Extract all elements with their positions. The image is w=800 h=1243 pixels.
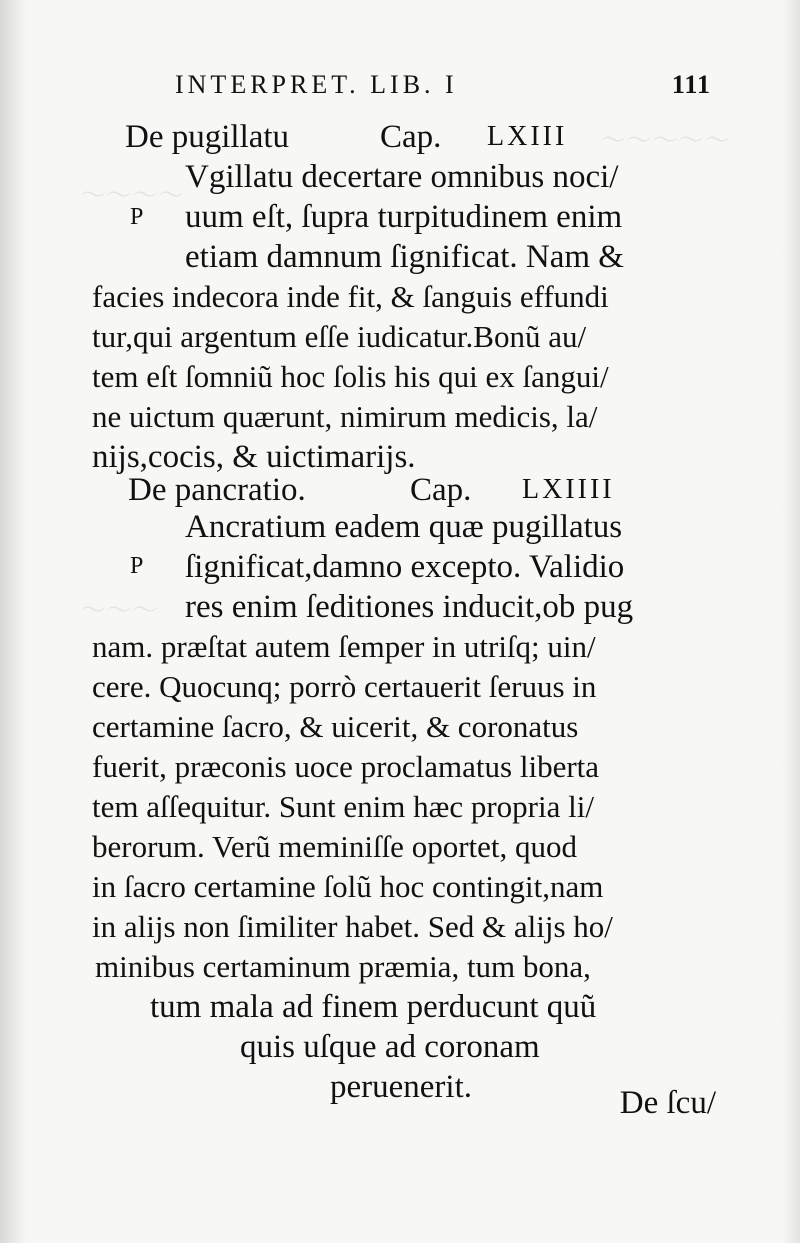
text-line: in ſacro certamine ſolũ hoc contingit,nam bbox=[92, 869, 604, 904]
chapter-cap-label: Cap. bbox=[380, 119, 442, 155]
text-line: tur,qui argentum eſſe iudicatur.Bonũ au/ bbox=[92, 319, 587, 354]
chapter-number: LXIII bbox=[487, 121, 568, 152]
text-line: nijs,cocis, & uictimarijs. bbox=[92, 439, 416, 475]
text-line: etiam damnum ſignificat. Nam & bbox=[185, 239, 624, 275]
chapter-cap-label: Cap. bbox=[410, 472, 472, 508]
text-line: berorum. Verũ meminiſſe oportet, quod bbox=[92, 829, 577, 864]
drop-initial-guide: P bbox=[130, 553, 144, 579]
text-line: cere. Quocunq; porrò certauerit ſeruus in bbox=[92, 669, 597, 704]
text-line: tem eſt ſomniũ hoc ſolis his qui ex ſangui/ bbox=[92, 359, 609, 394]
chapter-heading bbox=[125, 117, 289, 157]
page-number: 111 bbox=[671, 70, 711, 99]
text-line: nam. præſtat autem ſemper in utriſq; uin/ bbox=[92, 629, 596, 664]
text-line: certamine ſacro, & uicerit, & coronatus bbox=[92, 709, 579, 744]
catchword: De ſcu/ bbox=[619, 1085, 716, 1121]
show-through: 〜〜〜〜〜 bbox=[600, 126, 731, 155]
text-line: tem aſſequitur. Sunt enim hæc propria li/ bbox=[92, 789, 594, 824]
chapter-title: De pugillatu bbox=[125, 119, 290, 155]
running-title: INTERPRET. LIB. I bbox=[175, 70, 458, 99]
text-line: in alijs non ſimiliter habet. Sed & alijs ho/ bbox=[92, 909, 613, 944]
text-line: ne uictum quærunt, nimirum medicis, la/ bbox=[92, 399, 598, 434]
running-header bbox=[175, 70, 715, 100]
text-line: quis uſque ad coronam bbox=[240, 1029, 540, 1065]
page-edge bbox=[782, 0, 800, 1243]
text-line: facies indecora inde fit, & ſanguis effundi bbox=[92, 279, 609, 314]
chapter-title: De pancratio. bbox=[128, 472, 306, 508]
chapter-number: LXIIII bbox=[522, 474, 615, 505]
text-line: minibus certaminum præmia, tum bona, bbox=[95, 949, 591, 984]
text-line: peruenerit. bbox=[330, 1069, 473, 1105]
show-through: 〜〜〜 bbox=[80, 596, 159, 625]
text-line: uum eſt, ſupra turpitudinem enim bbox=[185, 199, 623, 235]
chapter-heading bbox=[128, 470, 306, 510]
show-through: 〜〜〜〜 bbox=[80, 181, 185, 210]
text-line: fuerit, præconis uoce proclamatus liberta bbox=[92, 749, 600, 784]
text-line: ſignificat,damno excepto. Validio bbox=[185, 549, 625, 585]
text-line: tum mala ad finem perducunt quũ bbox=[150, 989, 597, 1025]
drop-initial-guide: P bbox=[130, 204, 144, 230]
text-line: Vgillatu decertare omnibus noci/ bbox=[185, 159, 619, 195]
text-line: res enim ſeditiones inducit,ob pug bbox=[185, 589, 634, 625]
binding-shadow bbox=[0, 0, 26, 1243]
text-line: Ancratium eadem quæ pugillatus bbox=[185, 509, 623, 545]
